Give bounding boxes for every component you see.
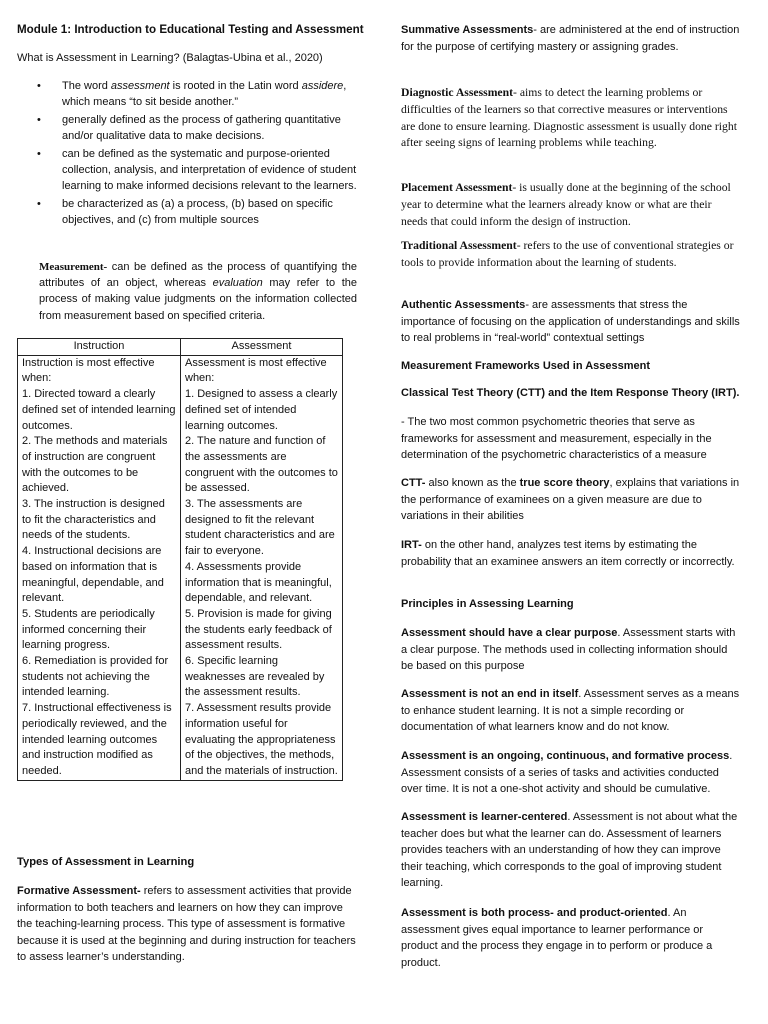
principles-heading: Principles in Assessing Learning bbox=[401, 598, 574, 610]
table-header-row bbox=[18, 339, 343, 356]
summative-paragraph: Summative Assessments- are administered at the end of instruction for the purpose of certifying mastery or assigning grades. bbox=[401, 24, 740, 53]
section-subtitle: What is Assessment in Learning? (Balagtas-Ubina et al., 2020) bbox=[17, 52, 323, 64]
measurement-term: Measurement- bbox=[39, 261, 108, 273]
column-header-assessment: Assessment bbox=[181, 339, 343, 356]
list-item: • can be defined as the systematic and purpose-oriented collection, analysis, and interpretation of evidence of student learning to make informed decisions relevant to the learners. bbox=[37, 147, 357, 193]
column-header-instruction: Instruction bbox=[18, 339, 181, 356]
types-heading: Types of Assessment in Learning bbox=[17, 856, 195, 868]
psychometric-paragraph: - The two most common psychometric theories that serve as frameworks for assessment and measurement, especially in the determination of the psychometric characteristics of a measure bbox=[401, 416, 712, 462]
placement-paragraph: Placement Assessment- is usually done at the beginning of the school year to determine what the learners already know or what are their needs that could inform the design of instruction. bbox=[401, 181, 731, 228]
page-title: Module 1: Introduction to Educational Testing and Assessment bbox=[17, 23, 364, 36]
principle-item: Assessment is both process- and product-oriented. An assessment gives equal importance to learner performance or product and the process they engage in to perform or produce a product. bbox=[401, 907, 713, 969]
ctt-paragraph: CTT- also known as the true score theory, explains that variations in the performance of examinees on a given measure are due to variations in their abilities bbox=[401, 477, 740, 523]
principle-item: Assessment is an ongoing, continuous, and formative process. Assessment consists of a series of tasks and activities conducted over time. It is not a one-shot activity and should be cumulative. bbox=[401, 750, 733, 796]
principle-item: Assessment is not an end in itself. Assessment serves as a means to enhance student learning. It is not a simple recording or documentation of what learners know and do not know. bbox=[401, 688, 740, 734]
list-item: • generally defined as the process of gathering quantitative and/or qualitative data to make decisions. bbox=[37, 113, 341, 143]
assessment-cell: Assessment is most effective when: 1. Designed to assess a clearly defined set of intended learning outcomes. 2. The nature and function of the assessments are congruent with the outcomes to be assessed. 3. The assessments are designed to fit the relevant student characteristics and are fair to everyone. 4. Assessments provide information that is meaningful, dependable, and relevant. 5. Provision is made for giving the students early feedback of assessment results. 6. Specific learning weaknesses are revealed by the assessment results. 7. Assessment results provide information useful for evaluating the appropriateness of the objectives, the methods, and the materials of instruction. bbox=[181, 355, 343, 780]
table-row bbox=[18, 355, 343, 780]
principle-item: Assessment should have a clear purpose. Assessment starts with a clear purpose. The methods used in collecting information should be based on this purpose bbox=[401, 627, 736, 673]
traditional-paragraph: Traditional Assessment- refers to the use of conventional strategies or tools to provide information about the learning of students. bbox=[401, 239, 734, 269]
formative-paragraph: Formative Assessment- refers to assessment activities that provide information to both teachers and learners on how they can improve the teaching-learning process. This type of assessment is formative because it is used at the beginning and during instruction for teachers to assess learner’s understanding. bbox=[17, 885, 356, 963]
frameworks-heading: Measurement Frameworks Used in Assessment bbox=[401, 360, 651, 372]
instruction-cell: Instruction is most effective when: 1. Directed toward a clearly defined set of intended learning outcomes. 2. The methods and materials of instruction are congruent with the outcomes to be achieved. 3. The instruction is designed to fit the characteristics and needs of the students. 4. Instructional decisions are based on information that is meaningful, dependable, and relevant. 5. Students are periodically informed concerning their learning progress. 6. Remediation is provided for students not achieving the intended learning. 7. Instructional effectiveness is periodically reviewed, and the intended learning outcomes and instruction modified as needed. bbox=[18, 355, 181, 780]
irt-paragraph: IRT- on the other hand, analyzes test items by estimating the probability that an examinee answers an item correctly or incorrectly. bbox=[401, 539, 735, 568]
authentic-paragraph: Authentic Assessments- are assessments that stress the importance of focusing on the application of understandings and skills to real problems in “real-world” contextual settings bbox=[401, 299, 740, 345]
list-item: • be characterized as (a) a process, (b) based on specific objectives, and (c) from multiple sources bbox=[37, 197, 333, 227]
instruction-assessment-table bbox=[17, 338, 343, 781]
diagnostic-paragraph: Diagnostic Assessment- aims to detect the learning problems or difficulties of the learners so that corrective measures or interventions are done to ensure learning. Diagnostic assessment is usually done right after seeing signs of learning problems while teaching. bbox=[401, 86, 737, 150]
list-item: • The word assessment is rooted in the Latin word assidere, which means “to sit beside another.” bbox=[37, 80, 347, 109]
definition-list bbox=[17, 78, 357, 230]
principle-item: Assessment is learner-centered. Assessment is not about what the teacher does but what the learner can do. Assessment of learners provides teachers with an understanding of how they can improve their teaching, which corresponds to the goal of improving student learning. bbox=[401, 811, 738, 890]
measurement-paragraph: Measurement- can be defined as the process of quantifying the attributes of an object, whereas evaluation may refer to the process of making value judgments on the information collected from measurement based on specified criteria. bbox=[39, 261, 357, 322]
ctt-irt-heading: Classical Test Theory (CTT) and the Item Response Theory (IRT). bbox=[401, 387, 740, 399]
